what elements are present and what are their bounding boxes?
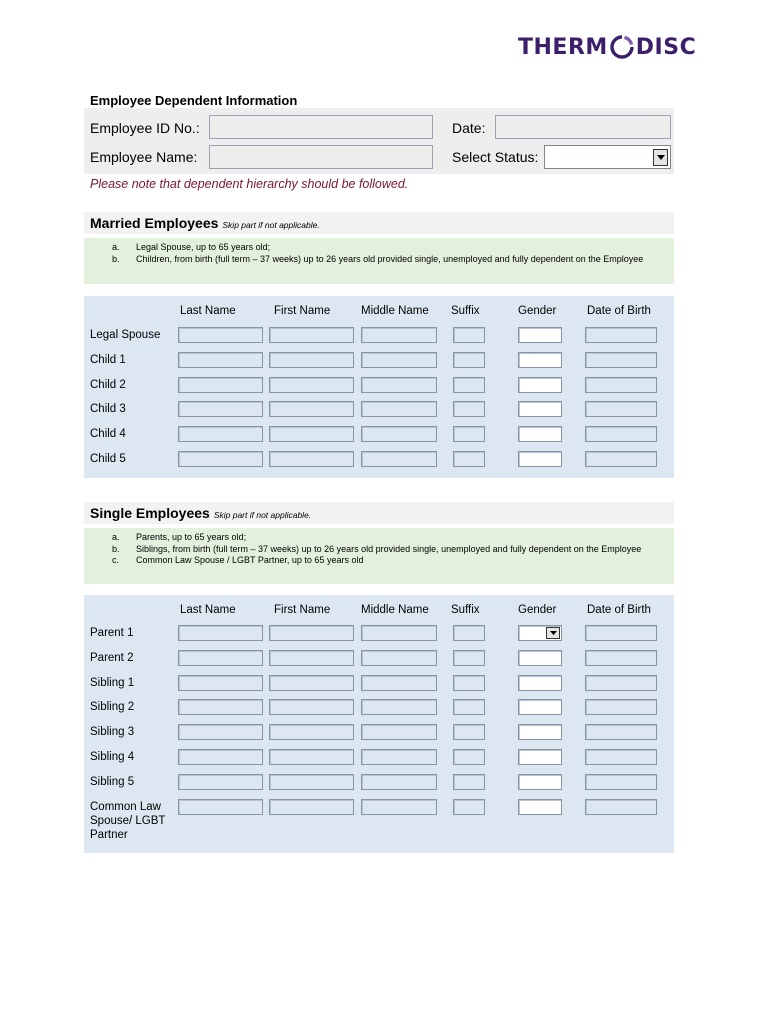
row-label: Child 5 bbox=[90, 453, 126, 465]
last-name-input[interactable] bbox=[178, 749, 263, 765]
middle-name-input[interactable] bbox=[361, 352, 437, 368]
single-dependents-table bbox=[84, 595, 674, 853]
date-of-birth-input[interactable] bbox=[585, 401, 657, 417]
married-rules-panel bbox=[84, 238, 674, 284]
gender-input[interactable] bbox=[518, 699, 562, 715]
date-of-birth-input[interactable] bbox=[585, 774, 657, 790]
last-name-input[interactable] bbox=[178, 451, 263, 467]
first-name-input[interactable] bbox=[269, 650, 354, 666]
gender-input[interactable] bbox=[518, 774, 562, 790]
date-input[interactable] bbox=[495, 115, 671, 139]
row-label: Child 2 bbox=[90, 378, 126, 391]
middle-name-input[interactable] bbox=[361, 650, 437, 666]
single-section-header bbox=[84, 502, 674, 524]
suffix-input[interactable] bbox=[453, 426, 485, 442]
first-name-input[interactable] bbox=[269, 774, 354, 790]
row-label: Child 4 bbox=[90, 428, 126, 441]
last-name-input[interactable] bbox=[178, 426, 263, 442]
middle-name-input[interactable] bbox=[361, 451, 437, 467]
middle-name-input[interactable] bbox=[361, 774, 437, 790]
middle-name-input[interactable] bbox=[361, 327, 437, 343]
row-label: Child 3 bbox=[90, 403, 126, 416]
logo-o-icon bbox=[609, 34, 635, 60]
middle-name-input[interactable] bbox=[361, 724, 437, 740]
date-of-birth-input[interactable] bbox=[585, 724, 657, 740]
gender-input[interactable] bbox=[518, 426, 562, 442]
first-name-input[interactable] bbox=[269, 675, 354, 691]
last-name-input[interactable] bbox=[178, 774, 263, 790]
chevron-down-icon[interactable] bbox=[653, 149, 668, 166]
first-name-input[interactable] bbox=[269, 401, 354, 417]
suffix-input[interactable] bbox=[453, 799, 485, 815]
employee-id-input[interactable] bbox=[209, 115, 433, 139]
suffix-input[interactable] bbox=[453, 451, 485, 467]
suffix-input[interactable] bbox=[453, 749, 485, 765]
col-suffix: Suffix bbox=[451, 604, 480, 616]
gender-input[interactable] bbox=[518, 625, 562, 641]
form-title: Employee Dependent Information bbox=[90, 93, 298, 108]
single-rules-panel bbox=[84, 528, 674, 584]
suffix-input[interactable] bbox=[453, 401, 485, 417]
row-label: Sibling 4 bbox=[90, 751, 135, 763]
logo-text-right: DISC bbox=[635, 34, 697, 60]
date-of-birth-input[interactable] bbox=[585, 699, 657, 715]
date-of-birth-input[interactable] bbox=[585, 799, 657, 815]
married-skip-note: Skip part if not applicable. bbox=[222, 220, 320, 230]
row-label: Parent 1 bbox=[90, 627, 134, 639]
thermodisc-logo bbox=[518, 34, 696, 60]
married-dependents-table bbox=[84, 296, 674, 478]
date-label: Date: bbox=[452, 120, 486, 136]
col-first-name: First Name bbox=[274, 305, 331, 317]
row-label: Sibling 1 bbox=[90, 676, 135, 689]
married-title: Married Employees bbox=[90, 215, 219, 231]
middle-name-input[interactable] bbox=[361, 675, 437, 691]
date-of-birth-input[interactable] bbox=[585, 625, 657, 641]
gender-input[interactable] bbox=[518, 650, 562, 666]
row-label: Sibling 5 bbox=[90, 775, 135, 788]
first-name-input[interactable] bbox=[269, 426, 354, 442]
rule-item: b. Children, from birth (full term – 37 weeks) up to 26 years old provided single, unemployed and fully dependent on the Employee bbox=[112, 253, 644, 264]
date-of-birth-input[interactable] bbox=[585, 327, 657, 343]
gender-input[interactable] bbox=[518, 401, 562, 417]
suffix-input[interactable] bbox=[453, 352, 485, 368]
row-label: Child 1 bbox=[90, 353, 126, 366]
suffix-input[interactable] bbox=[453, 699, 485, 715]
middle-name-input[interactable] bbox=[361, 625, 437, 641]
last-name-input[interactable] bbox=[178, 625, 263, 641]
middle-name-input[interactable] bbox=[361, 401, 437, 417]
gender-input[interactable] bbox=[518, 352, 562, 368]
last-name-input[interactable] bbox=[178, 327, 263, 343]
suffix-input[interactable] bbox=[453, 675, 485, 691]
col-last-name: Last Name bbox=[180, 305, 236, 317]
col-gender: Gender bbox=[518, 305, 557, 317]
last-name-input[interactable] bbox=[178, 401, 263, 417]
married-section-header bbox=[84, 212, 674, 234]
last-name-input[interactable] bbox=[178, 699, 263, 715]
row-label: Legal Spouse bbox=[90, 329, 161, 341]
single-title: Single Employees bbox=[90, 505, 210, 521]
col-gender: Gender bbox=[518, 604, 557, 616]
chevron-down-icon[interactable] bbox=[546, 627, 560, 639]
first-name-input[interactable] bbox=[269, 451, 354, 467]
col-suffix: Suffix bbox=[451, 305, 480, 317]
date-of-birth-input[interactable] bbox=[585, 377, 657, 393]
employee-name-label: Employee Name: bbox=[90, 149, 198, 165]
gender-input[interactable] bbox=[518, 451, 562, 467]
employee-name-input[interactable] bbox=[209, 145, 433, 169]
gender-input[interactable] bbox=[518, 327, 562, 343]
suffix-input[interactable] bbox=[453, 377, 485, 393]
row-label: Parent 2 bbox=[90, 651, 134, 664]
gender-input[interactable] bbox=[518, 377, 562, 393]
first-name-input[interactable] bbox=[269, 724, 354, 740]
last-name-input[interactable] bbox=[178, 799, 263, 815]
gender-input[interactable] bbox=[518, 799, 562, 815]
middle-name-input[interactable] bbox=[361, 799, 437, 815]
middle-name-input[interactable] bbox=[361, 699, 437, 715]
date-of-birth-input[interactable] bbox=[585, 650, 657, 666]
employee-id-label: Employee ID No.: bbox=[90, 120, 200, 136]
first-name-input[interactable] bbox=[269, 377, 354, 393]
first-name-input[interactable] bbox=[269, 327, 354, 343]
suffix-input[interactable] bbox=[453, 724, 485, 740]
logo-text-left: THERM bbox=[518, 34, 608, 60]
gender-input[interactable] bbox=[518, 675, 562, 691]
row-label: Sibling 3 bbox=[90, 726, 135, 739]
row-label: Sibling 2 bbox=[90, 701, 135, 714]
middle-name-input[interactable] bbox=[361, 426, 437, 442]
suffix-input[interactable] bbox=[453, 650, 485, 666]
suffix-input[interactable] bbox=[453, 774, 485, 790]
gender-input[interactable] bbox=[518, 724, 562, 740]
rule-item: a. Legal Spouse, up to 65 years old; bbox=[112, 242, 271, 252]
col-middle-name: Middle Name bbox=[361, 604, 429, 616]
col-first-name: First Name bbox=[274, 604, 331, 616]
last-name-input[interactable] bbox=[178, 650, 263, 666]
date-of-birth-input[interactable] bbox=[585, 749, 657, 765]
col-date-of-birth: Date of Birth bbox=[587, 305, 651, 317]
date-of-birth-input[interactable] bbox=[585, 426, 657, 442]
suffix-input[interactable] bbox=[453, 625, 485, 641]
first-name-input[interactable] bbox=[269, 749, 354, 765]
first-name-input[interactable] bbox=[269, 699, 354, 715]
last-name-input[interactable] bbox=[178, 724, 263, 740]
date-of-birth-input[interactable] bbox=[585, 451, 657, 467]
select-status-label: Select Status: bbox=[452, 149, 539, 165]
col-last-name: Last Name bbox=[180, 604, 236, 616]
single-skip-note: Skip part if not applicable. bbox=[213, 510, 312, 520]
gender-input[interactable] bbox=[518, 749, 562, 765]
last-name-input[interactable] bbox=[178, 377, 263, 393]
row-label: Common Law Spouse/ LGBT Partner bbox=[90, 800, 166, 841]
col-middle-name: Middle Name bbox=[361, 305, 429, 317]
col-date-of-birth: Date of Birth bbox=[587, 604, 651, 616]
date-of-birth-input[interactable] bbox=[585, 352, 657, 368]
middle-name-input[interactable] bbox=[361, 749, 437, 765]
rule-item: b. Siblings, from birth (full term – 37 weeks) up to 26 years old provided single, unemployed and fully dependent on the Employee bbox=[112, 543, 642, 554]
suffix-input[interactable] bbox=[453, 327, 485, 343]
first-name-input[interactable] bbox=[269, 799, 354, 815]
last-name-input[interactable] bbox=[178, 675, 263, 691]
last-name-input[interactable] bbox=[178, 352, 263, 368]
select-status-dropdown[interactable] bbox=[544, 145, 671, 169]
date-of-birth-input[interactable] bbox=[585, 675, 657, 691]
rule-item: a. Parents, up to 65 years old; bbox=[112, 532, 247, 542]
first-name-input[interactable] bbox=[269, 625, 354, 641]
hierarchy-note: Please note that dependent hierarchy should be followed. bbox=[90, 177, 409, 191]
first-name-input[interactable] bbox=[269, 352, 354, 368]
middle-name-input[interactable] bbox=[361, 377, 437, 393]
rule-item: c. Common Law Spouse / LGBT Partner, up to 65 years old bbox=[112, 555, 364, 565]
